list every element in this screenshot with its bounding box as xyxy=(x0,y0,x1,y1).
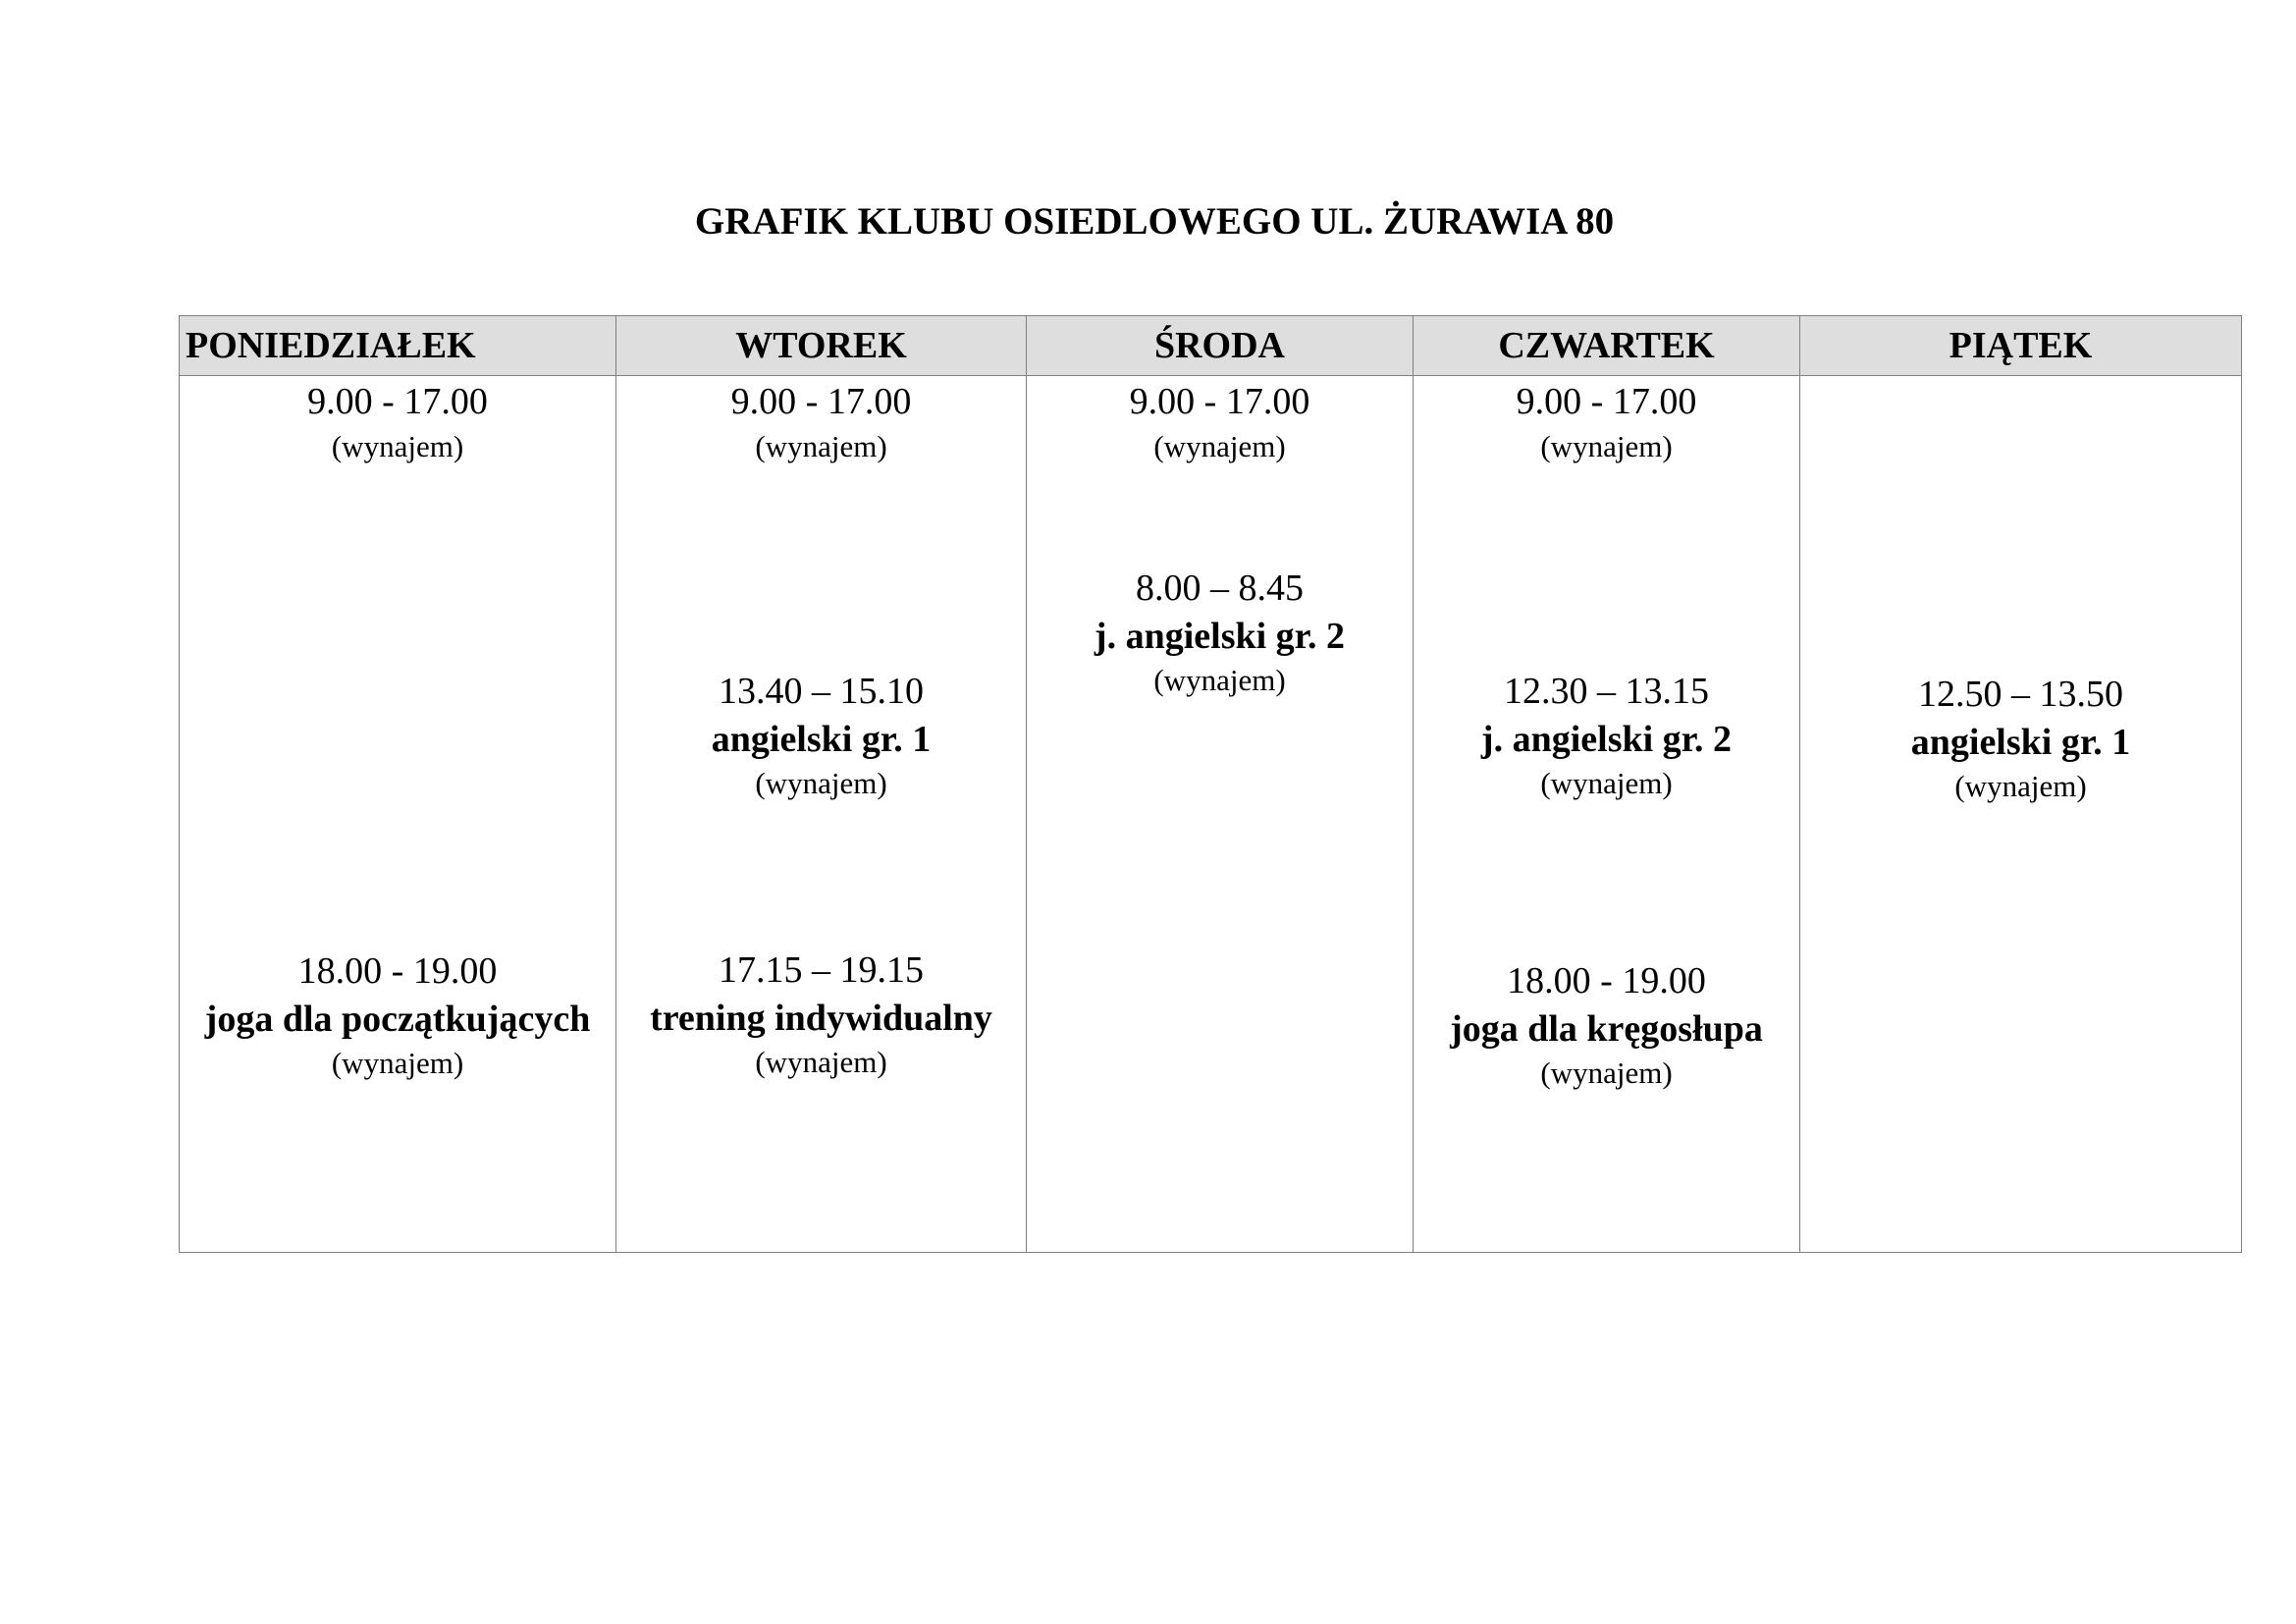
header-sroda: ŚRODA xyxy=(1153,325,1286,366)
entry-activity: trening indywidualny xyxy=(650,998,992,1039)
entry-note: (wynajem) xyxy=(1153,663,1286,697)
schedule-entry xyxy=(1027,377,1413,467)
schedule-entry xyxy=(616,377,1026,467)
entry-note: (wynajem) xyxy=(1153,429,1286,463)
entry-note: (wynajem) xyxy=(755,766,887,800)
schedule-entry xyxy=(1027,564,1413,701)
schedule-entry xyxy=(1800,670,2241,807)
entry-note: (wynajem) xyxy=(1540,1056,1673,1090)
entry-activity: angielski gr. 1 xyxy=(1910,722,2131,763)
entry-time: 12.30 – 13.15 xyxy=(1504,671,1709,712)
entry-note: (wynajem) xyxy=(755,429,887,463)
schedule-table xyxy=(179,315,2242,1253)
entry-note: (wynajem) xyxy=(1954,769,2087,803)
header-czwartek: CZWARTEK xyxy=(1498,325,1715,366)
schedule-entry xyxy=(1414,956,1799,1094)
entry-time: 12.50 – 13.50 xyxy=(1918,674,2123,715)
entry-note: (wynajem) xyxy=(1540,429,1673,463)
header-wtorek: WTOREK xyxy=(735,325,907,366)
entry-time: 13.40 – 15.10 xyxy=(719,671,924,712)
schedule-entry xyxy=(1414,377,1799,467)
header-piatek: PIĄTEK xyxy=(1949,325,2093,366)
page-title: GRAFIK KLUBU OSIEDLOWEGO UL. ŻURAWIA 80 xyxy=(694,200,1615,243)
entry-time: 9.00 - 17.00 xyxy=(307,381,488,422)
entry-time: 9.00 - 17.00 xyxy=(1516,381,1697,422)
entry-time: 8.00 – 8.45 xyxy=(1136,568,1304,609)
schedule-entry xyxy=(180,947,615,1084)
entry-note: (wynajem) xyxy=(1540,766,1673,800)
entry-note: (wynajem) xyxy=(331,429,464,463)
entry-note: (wynajem) xyxy=(331,1046,464,1080)
entry-note: (wynajem) xyxy=(755,1045,887,1079)
entry-activity: joga dla początkujących xyxy=(204,999,591,1040)
entry-time: 18.00 - 19.00 xyxy=(1507,960,1706,1001)
schedule-entry xyxy=(1414,667,1799,804)
entry-activity: j. angielski gr. 2 xyxy=(1094,616,1346,657)
entry-time: 17.15 – 19.15 xyxy=(719,949,924,991)
entry-time: 18.00 - 19.00 xyxy=(297,950,498,992)
entry-activity: joga dla kręgosłupa xyxy=(1450,1008,1763,1050)
entry-time: 9.00 - 17.00 xyxy=(1129,381,1310,422)
schedule-entry xyxy=(616,946,1026,1083)
entry-time: 9.00 - 17.00 xyxy=(730,381,912,422)
entry-activity: j. angielski gr. 2 xyxy=(1480,719,1733,760)
entry-activity: angielski gr. 1 xyxy=(711,719,932,760)
header-poniedzialek: PONIEDZIAŁEK xyxy=(186,325,476,366)
schedule-entry xyxy=(616,667,1026,804)
schedule-entry xyxy=(180,377,615,467)
